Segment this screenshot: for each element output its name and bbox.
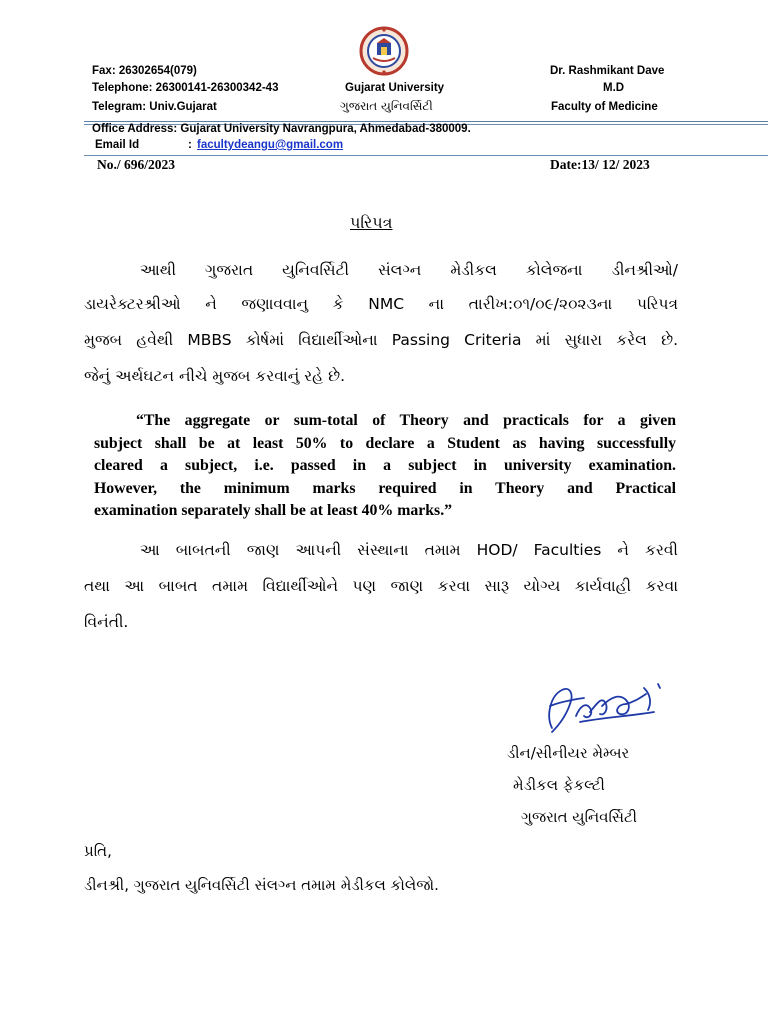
paragraph-1-line: જેનું અર્થઘટન નીચે મુજબ કરવાનું રહે છે. <box>84 367 346 385</box>
email-label: Email Id <box>95 139 140 151</box>
office-address: Office Address: Gujarat University Navrangpura, Ahmedabad-380009. <box>92 123 471 135</box>
email-divider <box>84 155 768 156</box>
dean-degree: M.D <box>603 82 625 94</box>
signatory-faculty: મેડીકલ ફેકલ્ટી <box>513 776 605 794</box>
quote-line: However, the minimum marks required in Theory and Practical <box>94 479 676 497</box>
telephone-number: Telephone: 26300141-26300342-43 <box>92 82 279 94</box>
email-link[interactable]: facultydeangu@gmail.com <box>197 139 344 151</box>
paragraph-2-line: આ બાબતની જાણ આપની સંસ્થાના તમામ HOD/ Faculties ને કરવી <box>140 541 678 559</box>
university-name-gu: ગુજરાત યુનિવર્સિટી <box>340 99 433 113</box>
email-separator: : <box>188 139 192 151</box>
letter-date: Date:13/ 12/ 2023 <box>550 157 650 172</box>
handwritten-signature-icon <box>540 676 670 746</box>
quote-line: “The aggregate or sum-total of Theory and practicals for a given <box>136 412 676 429</box>
university-name-en: Gujarat University <box>345 82 445 94</box>
circular-title: પરિપત્ર <box>350 213 393 232</box>
paragraph-1-line: ડાયરેક્ટરશ્રીઓ ને જણાવવાનુ કે NMC ના તારીખ:૦૧/૦૯/૨૦૨૩ના પરિપત્ર <box>84 295 678 313</box>
faculty-name: Faculty of Medicine <box>551 101 658 113</box>
quote-line: subject shall be at least 50% to declare a Student as having successfully <box>94 434 676 452</box>
paragraph-2-line: તથા આ બાબત તમામ વિદ્યાર્થીઓને પણ જાણ કરવા સારૂ યોગ્ય કાર્યવાહી કરવા <box>84 577 678 595</box>
signatory-university: ગુજરાત યુનિવર્સિટી <box>521 808 638 826</box>
dean-name: Dr. Rashmikant Dave <box>550 65 665 77</box>
recipient-text: ડીનશ્રી, ગુજરાત યુનિવર્સિટી સંલગ્ન તમામ મેડીકલ કોલેજો. <box>84 876 439 894</box>
passing-criteria-quote <box>94 410 676 523</box>
paragraph-1-line: આથી ગુજરાત યુનિવર્સિટી સંલગ્ન મેડીકલ કોલેજના ડીનશ્રીઓ/ <box>140 261 678 279</box>
reference-number: No./ 696/2023 <box>97 157 176 172</box>
university-logo <box>359 24 409 78</box>
quote-line: cleared a subject, i.e. passed in a subject in university examination. <box>94 457 676 474</box>
header-divider-top <box>84 121 768 122</box>
university-seal-icon <box>359 24 409 78</box>
signature <box>540 676 670 746</box>
paragraph-1-line: મુજબ હવેથી MBBS કોર્ષમાં વિદ્યાર્થીઓના Passing Criteria માં સુધારા કરેલ છે. <box>84 331 678 349</box>
paragraph-2-line: વિનંતી. <box>84 613 129 631</box>
signatory-designation: ડીન/સીનીયર મેમ્બર <box>507 744 630 762</box>
quote-line: examination separately shall be at least 40% marks.” <box>94 502 453 519</box>
recipient-label: પ્રતિ, <box>84 842 112 860</box>
fax-number: Fax: 26302654(079) <box>92 65 197 77</box>
telegram-address: Telegram: Univ.Gujarat <box>92 101 217 113</box>
